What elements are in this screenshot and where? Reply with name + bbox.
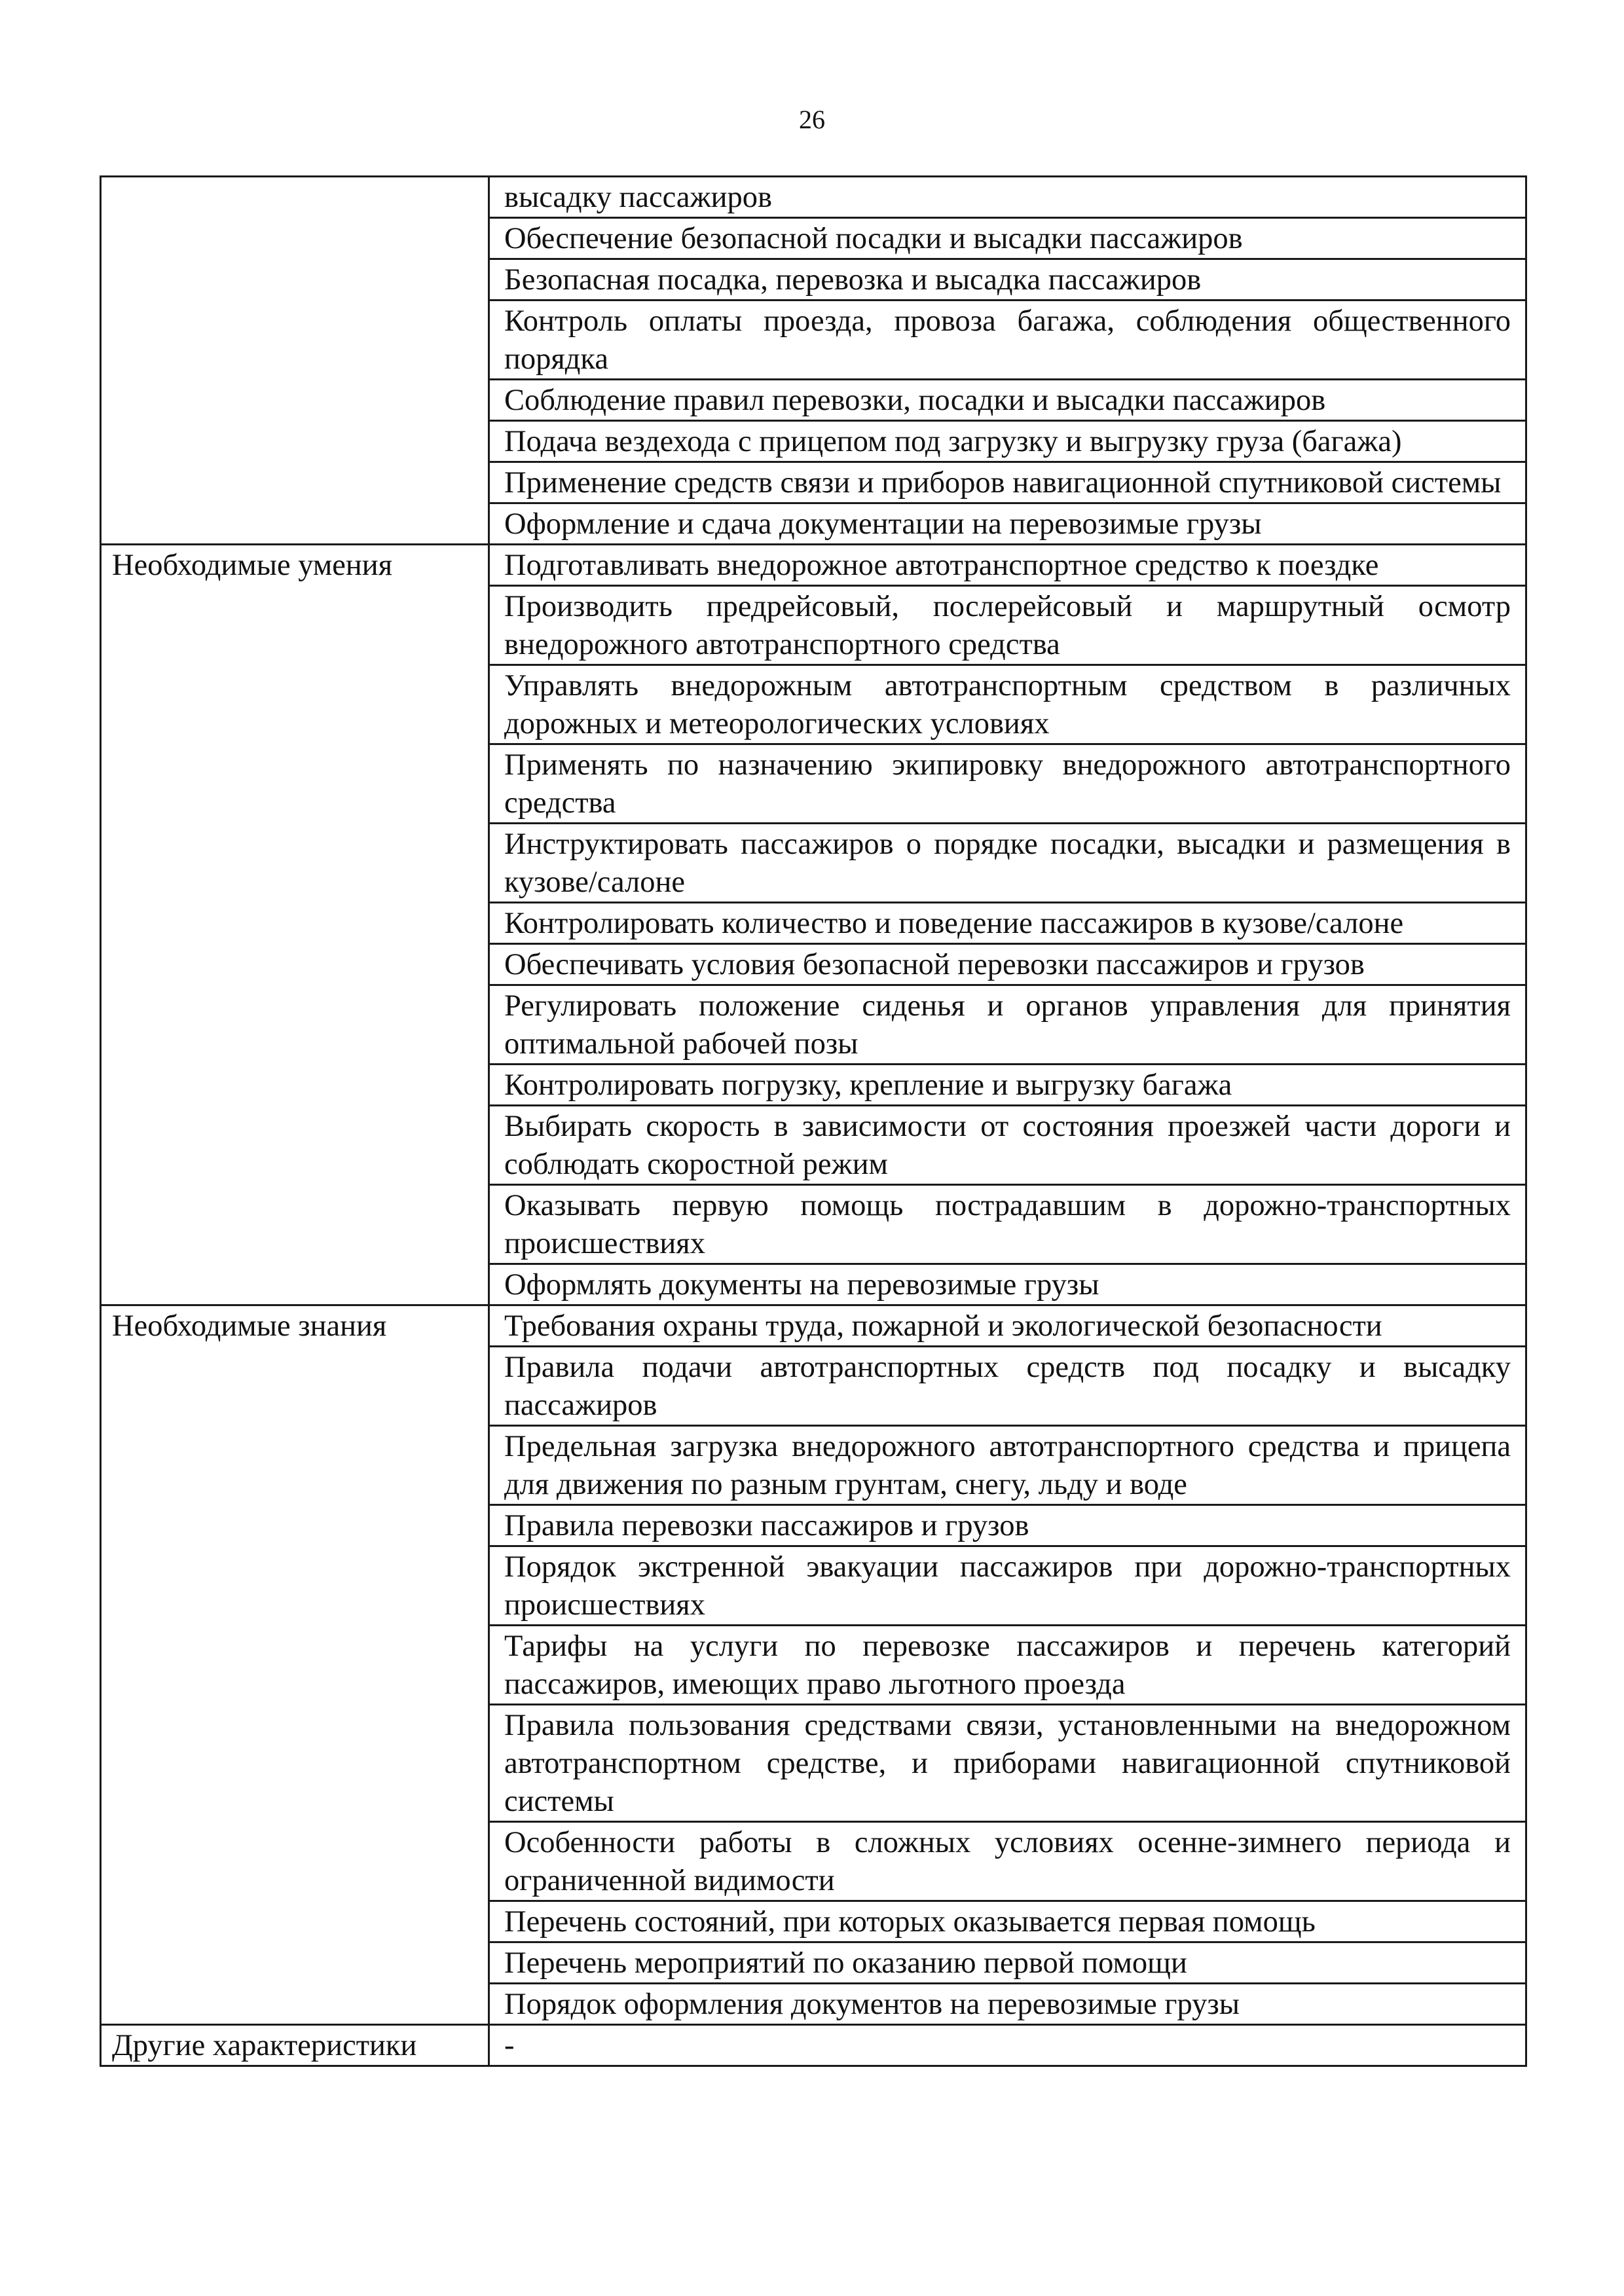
table-cell: Особенности работы в сложных условиях осенне-зимнего периода и ограниченной видимости <box>489 1822 1526 1901</box>
table-cell: Контролировать погрузку, крепление и выгрузку багажа <box>489 1065 1526 1106</box>
table-cell: Управлять внедорожным автотранспортным средством в различных дорожных и метеорологических условиях <box>489 665 1526 744</box>
table-cell: высадку пассажиров <box>489 177 1526 218</box>
table-cell: Обеспечение безопасной посадки и высадки пассажиров <box>489 218 1526 259</box>
table-row <box>101 1305 1526 1347</box>
table-cell: Применение средств связи и приборов навигационной спутниковой системы <box>489 462 1526 503</box>
table-cell: Правила перевозки пассажиров и грузов <box>489 1505 1526 1546</box>
table-cell: Оформлять документы на перевозимые грузы <box>489 1264 1526 1305</box>
empty-label-cell <box>101 177 489 545</box>
table-cell: Регулировать положение сиденья и органов управления для принятия оптимальной рабочей позы <box>489 985 1526 1065</box>
table-cell: Контролировать количество и поведение пассажиров в кузове/салоне <box>489 903 1526 944</box>
other-label: Другие характеристики <box>101 2025 489 2066</box>
other-value: - <box>489 2025 1526 2066</box>
table-cell: Подготавливать внедорожное автотранспортное средство к поездке <box>489 545 1526 586</box>
knowledge-label: Необходимые знания <box>101 1305 489 2025</box>
table-row <box>101 545 1526 586</box>
table-cell: Безопасная посадка, перевозка и высадка пассажиров <box>489 259 1526 301</box>
table-cell: Контроль оплаты проезда, провоза багажа, соблюдения общественного порядка <box>489 301 1526 380</box>
table-cell: Соблюдение правил перевозки, посадки и высадки пассажиров <box>489 380 1526 421</box>
page-number: 26 <box>799 105 825 134</box>
table-row <box>101 177 1526 218</box>
table-cell: Подача вездехода с прицепом под загрузку и выгрузку груза (багажа) <box>489 421 1526 462</box>
table-cell: Перечень мероприятий по оказанию первой помощи <box>489 1942 1526 1984</box>
table-cell: Оказывать первую помощь пострадавшим в дорожно-транспортных происшествиях <box>489 1185 1526 1264</box>
table-cell: Предельная загрузка внедорожного автотранспортного средства и прицепа для движения по разным грунтам, снегу, льду и воде <box>489 1426 1526 1505</box>
table-cell: Производить предрейсовый, послерейсовый и маршрутный осмотр внедорожного автотранспортного средства <box>489 586 1526 665</box>
table-cell: Порядок оформления документов на перевозимые грузы <box>489 1984 1526 2025</box>
table-cell: Обеспечивать условия безопасной перевозки пассажиров и грузов <box>489 944 1526 985</box>
table-cell: Выбирать скорость в зависимости от состояния проезжей части дороги и соблюдать скоростной режим <box>489 1106 1526 1185</box>
table-row <box>101 2025 1526 2066</box>
table-cell: Инструктировать пассажиров о порядке посадки, высадки и размещения в кузове/салоне <box>489 824 1526 903</box>
table-cell: Порядок экстренной эвакуации пассажиров при дорожно-транспортных происшествиях <box>489 1546 1526 1626</box>
table-cell: Тарифы на услуги по перевозке пассажиров и перечень категорий пассажиров, имеющих право льготного проезда <box>489 1626 1526 1705</box>
table-cell: Оформление и сдача документации на перевозимые грузы <box>489 503 1526 545</box>
table-cell: Перечень состояний, при которых оказывается первая помощь <box>489 1901 1526 1942</box>
table-cell: Требования охраны труда, пожарной и экологической безопасности <box>489 1305 1526 1347</box>
table-cell: Правила пользования средствами связи, установленными на внедорожном автотранспортном средстве, и приборами навигационной спутниковой системы <box>489 1705 1526 1822</box>
requirements-table <box>100 175 1527 2067</box>
table-cell: Правила подачи автотранспортных средств под посадку и высадку пассажиров <box>489 1347 1526 1426</box>
table-cell: Применять по назначению экипировку внедорожного автотранспортного средства <box>489 744 1526 824</box>
skills-label: Необходимые умения <box>101 545 489 1305</box>
